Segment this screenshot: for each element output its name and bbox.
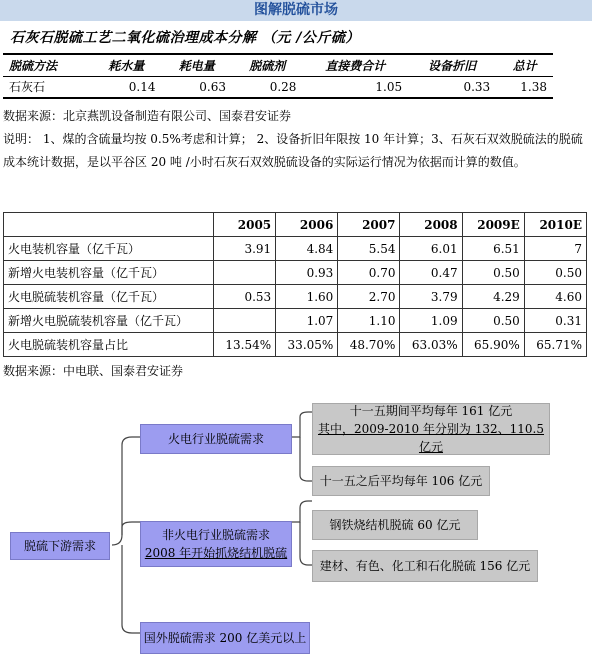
cell [214,261,276,285]
cell: 1.38 [496,76,553,98]
cell: 新增火电脱硫装机容量（亿千瓦） [4,309,214,333]
cell: 0.14 [91,76,161,98]
brace-power-2 [300,437,312,481]
col-header: 2010E [524,213,586,237]
cell: 1.10 [338,309,400,333]
cell: 火电脱硫装机容量（亿千瓦） [4,285,214,309]
cell: 0.50 [462,309,524,333]
cell: 0.70 [338,261,400,285]
cell: 4.29 [462,285,524,309]
cell: 6.51 [462,237,524,261]
cell: 33.05% [276,333,338,357]
col-header: 总计 [496,54,553,76]
nonpower-demand-note: 2008 年开始抓烧结机脱硫 [144,546,288,560]
power-detail-2-node: 十一五之后平均每年 106 亿元 [312,466,490,496]
col-header: 2006 [276,213,338,237]
col-header: 设备折旧 [408,54,496,76]
cell: 5.54 [338,237,400,261]
cell: 1.60 [276,285,338,309]
brace-to-nonpower [122,522,140,535]
cell: 65.71% [524,333,586,357]
page-title: 图解脱硫市场 [0,0,592,21]
col-header: 耗电量 [162,54,232,76]
nonpower-detail-2-node: 建材、有色、化工和石化脱硫 156 亿元 [312,550,538,582]
col-header: 脱硫方法 [3,54,91,76]
cell: 48.70% [338,333,400,357]
cell: 0.93 [276,261,338,285]
col-header: 直接费合计 [302,54,408,76]
cell: 3.79 [400,285,462,309]
cell: 63.03% [400,333,462,357]
cell: 2.70 [338,285,400,309]
col-header [4,213,214,237]
cell: 0.63 [162,76,232,98]
col-header: 脱硫剂 [232,54,302,76]
cell: 4.60 [524,285,586,309]
brace-to-foreign [122,545,140,633]
power-detail-1-node [312,403,550,455]
cell: 1.09 [400,309,462,333]
cost-table-source: 数据来源：北京燕凯设备制造有限公司、国泰君安证券 [3,109,292,123]
table-row [4,261,587,285]
cell: 1.07 [276,309,338,333]
cell: 6.01 [400,237,462,261]
cell: 石灰石 [3,76,91,98]
cost-table [3,53,553,99]
cell: 1.05 [302,76,408,98]
cell: 新增火电装机容量（亿千瓦） [4,261,214,285]
cell [214,309,276,333]
table-row [4,237,587,261]
nonpower-demand-label: 非火电行业脱硫需求 [161,528,270,542]
cell: 13.54% [214,333,276,357]
cost-table-note: 说明： 1、煤的含硫量均按 0.5%考虑和计算； 2、设备折旧年限按 10 年计算；3、石灰石双效脱硫法的脱硫成本统计数据，是以平谷区 20 吨 /小时石灰石双效脱硫设备的实际运行情况为依据而计算的数值。 [3,132,583,169]
cell: 0.33 [408,76,496,98]
power-demand-node: 火电行业脱硫需求 [140,424,292,454]
cell: 4.84 [276,237,338,261]
capacity-table [3,212,587,357]
brace-nonpower-2 [300,522,312,565]
power-detail-1b: 其中，2009-2010 年分别为 132、110.5 亿元 [317,422,545,454]
capacity-table-source: 数据来源：中电联、国泰君安证券 [3,364,184,378]
brace-nonpower-1 [292,501,312,522]
cell: 0.47 [400,261,462,285]
table-row [4,285,587,309]
cell: 火电脱硫装机容量占比 [4,333,214,357]
table-row [4,333,587,357]
cell: 3.91 [214,237,276,261]
cell: 65.90% [462,333,524,357]
capacity-table-header-row [4,213,587,237]
cell: 7 [524,237,586,261]
col-header: 耗水量 [91,54,161,76]
table-row [3,76,553,98]
cell: 0.50 [462,261,524,285]
root-node: 脱硫下游需求 [10,532,110,560]
brace-power-1 [292,412,312,437]
cost-table-title: 石灰石脱硫工艺二氧化硫治理成本分解 （元 /公斤硫） [10,30,360,46]
table-row [4,309,587,333]
cell: 0.28 [232,76,302,98]
power-detail-1a: 十一五期间平均每年 161 亿元 [349,404,513,418]
cell: 火电装机容量（亿千瓦） [4,237,214,261]
nonpower-detail-1-node: 钢铁烧结机脱硫 60 亿元 [312,510,478,540]
col-header: 2007 [338,213,400,237]
brace-to-power [112,437,140,545]
col-header: 2005 [214,213,276,237]
col-header: 2009E [462,213,524,237]
cost-table-header-row [3,54,553,76]
cell: 0.50 [524,261,586,285]
cell: 0.31 [524,309,586,333]
cell: 0.53 [214,285,276,309]
foreign-demand-node: 国外脱硫需求 200 亿美元以上 [140,622,310,654]
col-header: 2008 [400,213,462,237]
nonpower-demand-node [140,521,292,567]
